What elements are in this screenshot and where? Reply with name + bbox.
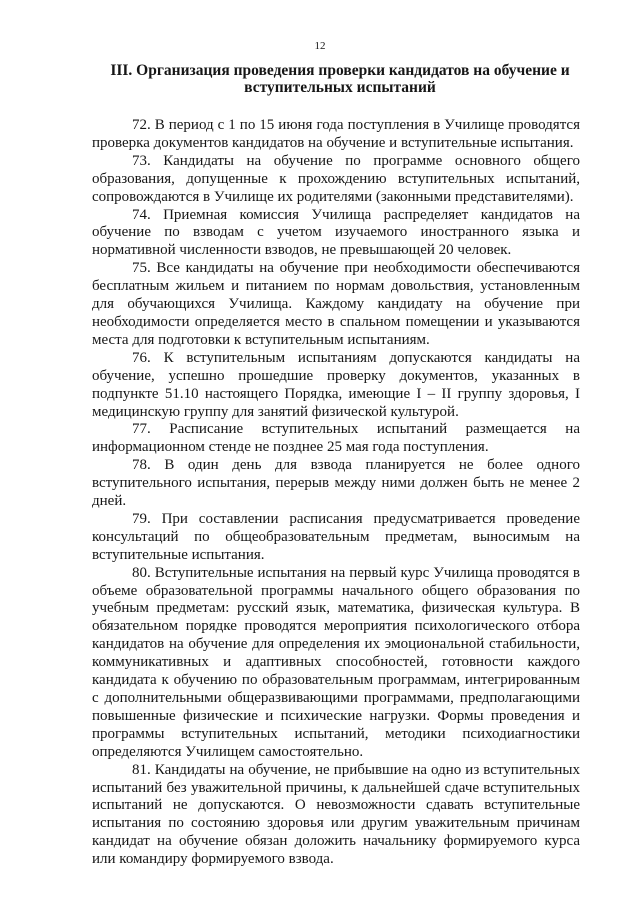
- paragraph-77: 77. Расписание вступительных испытаний размещается на информационном стенде не позднее 25 мая года поступления.: [92, 421, 580, 456]
- paragraph-73: 73. Кандидаты на обучение по программе основного общего образования, допущенные к прохождению вступительных испытаний, сопровождаются в Училище их родителями (законными представителями).: [92, 152, 580, 205]
- paragraph-79: 79. При составлении расписания предусматривается проведение консультаций по общеобразовательным предметам, выносимым на вступительные испытания.: [92, 510, 580, 563]
- paragraph-72: 72. В период с 1 по 15 июня года поступления в Училище проводятся проверка документов кандидатов на обучение и вступительные испытания.: [92, 117, 580, 151]
- document-body: [92, 117, 580, 869]
- paragraph-81: 81. Кандидаты на обучение, не прибывшие на одно из вступительных испытаний без уважительной причины, к дальнейшей сдаче вступительных испытаний не допускаются. О невозможности сдавать вступительные испытания по состоянию здоровья или другим уважительным причинам кандидат на обучение обязан доложить начальнику формируемого курса или командиру формируемого взвода.: [92, 761, 580, 868]
- section-title: III. Организация проведения проверки кандидатов на обучение и вступительных испытаний: [110, 62, 570, 96]
- paragraph-76: 76. К вступительным испытаниям допускаются кандидаты на обучение, успешно прошедшие проверку документов, указанных в подпункте 51.10 настоящего Порядка, имеющие I – II группу здоровья, I медицинскую группу для занятий физической культурой.: [92, 349, 580, 420]
- paragraph-78: 78. В один день для взвода планируется не более одного вступительного испытания, перерыв между ними должен быть не менее 2 дней.: [92, 457, 580, 510]
- page-number: 12: [314, 40, 326, 52]
- paragraph-74: 74. Приемная комиссия Училища распределяет кандидатов на обучение по взводам с учетом изучаемого иностранного языка и нормативной численности взводов, не превышающей 20 человек.: [92, 206, 580, 259]
- paragraph-75: 75. Все кандидаты на обучение при необходимости обеспечиваются бесплатным жильем и питанием по нормам довольствия, установленным для обучающихся Училища. Каждому кандидату на обучение при необходимости определяется место в спальном помещении и указываются места для подготовки к вступительным испытаниям.: [92, 260, 580, 348]
- paragraph-80: 80. Вступительные испытания на первый курс Училища проводятся в объеме образовательной программы начального общего образования по учебным предметам: русский язык, математика, физическая культура. В обязательном порядке проводятся мероприятия психологического отбора кандидатов на обучение для определения их эмоциональной стабильности, коммуникативных и адаптивных способностей, готовности каждого кандидата к обучению по образовательным программам, интегрированным с дополнительными общеразвивающими программами, предполагающими повышенные физические и психические нагрузки. Формы проведения и программы вступительных испытаний, методики психодиагностики определяются Училищем самостоятельно.: [92, 564, 580, 760]
